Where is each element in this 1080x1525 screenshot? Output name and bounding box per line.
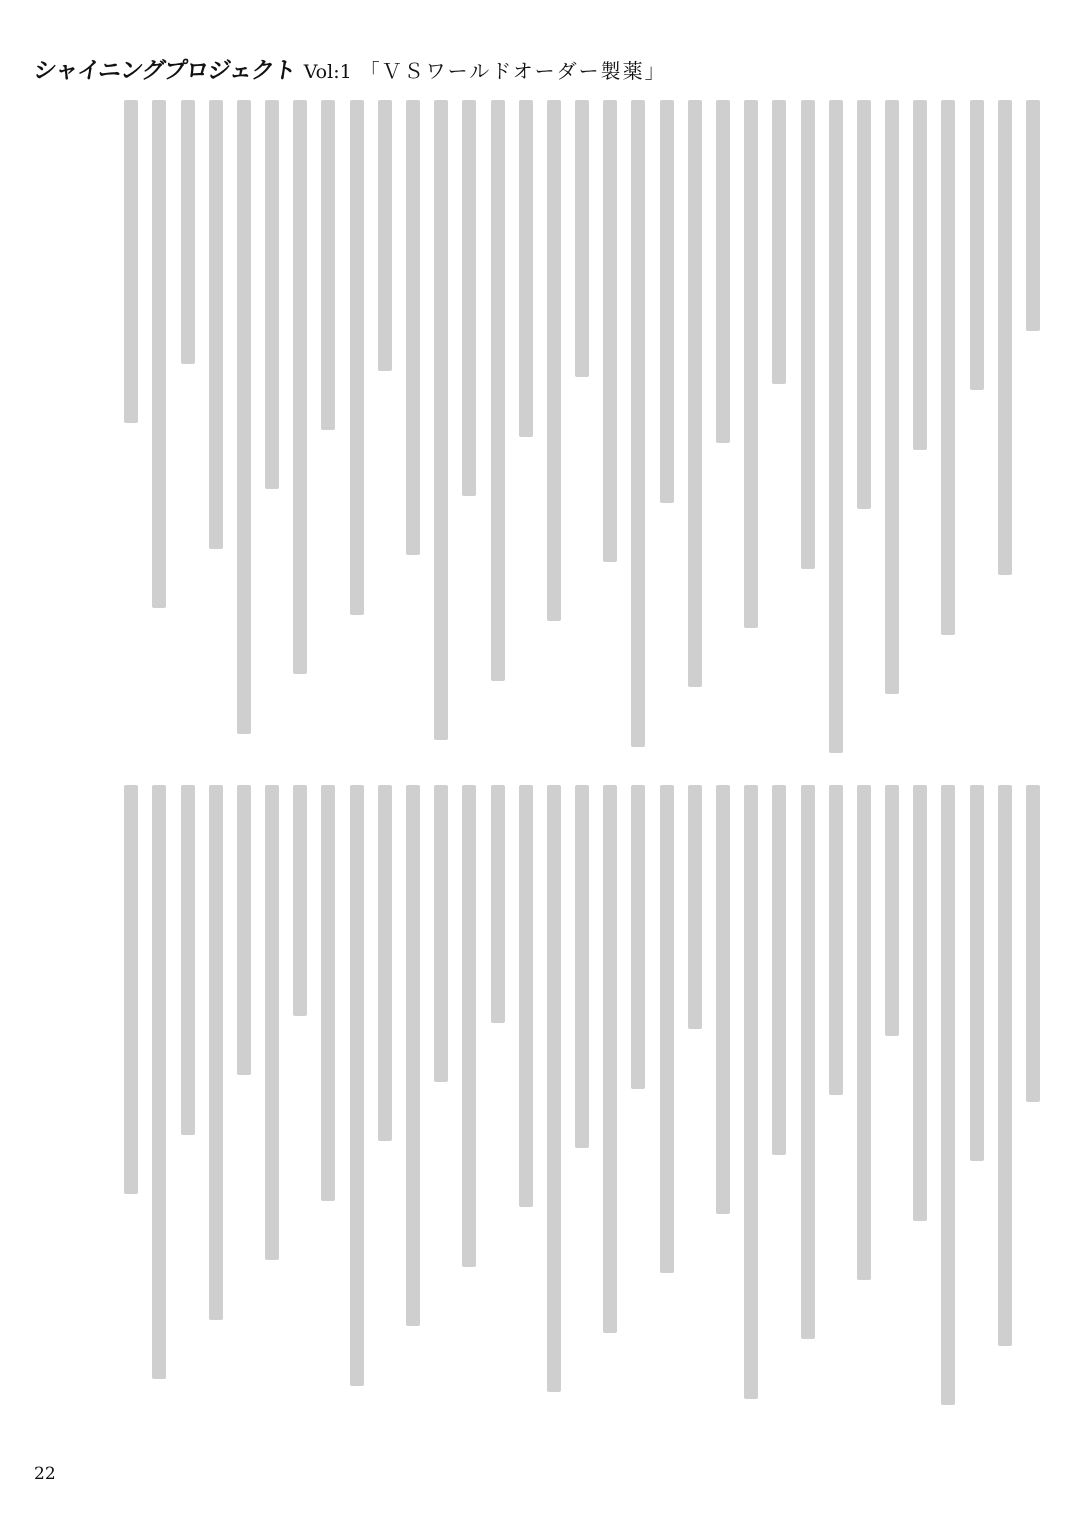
redacted-text-column <box>491 785 505 1023</box>
redacted-text-column <box>913 785 927 1221</box>
redacted-text-column <box>321 100 335 430</box>
redacted-text-column <box>237 785 251 1075</box>
redacted-text-column <box>913 100 927 450</box>
redacted-text-column <box>378 100 392 371</box>
redacted-text-column <box>491 100 505 681</box>
redacted-text-column <box>744 100 758 628</box>
redacted-text-column <box>519 100 533 437</box>
redacted-text-column <box>462 100 476 496</box>
redacted-text-column <box>378 785 392 1141</box>
redacted-text-column <box>660 100 674 503</box>
redacted-text-column <box>970 785 984 1161</box>
volume-label: Vol:1 <box>303 61 352 83</box>
body-text-lower-tier <box>110 785 1040 1445</box>
redacted-text-column <box>772 785 786 1155</box>
redacted-text-column <box>801 785 815 1339</box>
redacted-text-column <box>406 785 420 1326</box>
chapter-subtitle: 「ＶＳワールドオーダー製薬」 <box>359 59 667 83</box>
redacted-text-column <box>1026 785 1040 1102</box>
redacted-text-column <box>237 100 251 734</box>
redacted-text-column <box>181 100 195 364</box>
redacted-text-column <box>801 100 815 569</box>
redacted-text-column <box>519 785 533 1207</box>
redacted-text-column <box>293 100 307 674</box>
redacted-text-column <box>716 100 730 443</box>
redacted-text-column <box>124 785 138 1194</box>
redacted-text-column <box>857 785 871 1280</box>
redacted-text-column <box>941 785 955 1405</box>
redacted-text-column <box>152 100 166 608</box>
redacted-text-column <box>603 100 617 562</box>
redacted-text-column <box>998 100 1012 575</box>
redacted-text-column <box>857 100 871 509</box>
redacted-text-column <box>603 785 617 1333</box>
redacted-text-column <box>998 785 1012 1346</box>
redacted-text-column <box>970 100 984 390</box>
redacted-text-column <box>293 785 307 1016</box>
redacted-text-column <box>885 785 899 1036</box>
redacted-text-column <box>716 785 730 1214</box>
redacted-text-column <box>829 785 843 1095</box>
redacted-text-column <box>547 100 561 621</box>
redacted-text-column <box>631 785 645 1089</box>
redacted-text-column <box>209 785 223 1320</box>
series-title-logo: シャイニングプロジェクト <box>31 58 298 84</box>
redacted-text-column <box>885 100 899 694</box>
redacted-text-column <box>688 100 702 687</box>
redacted-text-column <box>462 785 476 1267</box>
redacted-text-column <box>829 100 843 753</box>
redacted-text-column <box>181 785 195 1135</box>
redacted-text-column <box>575 785 589 1148</box>
redacted-text-column <box>406 100 420 555</box>
redacted-text-column <box>350 785 364 1386</box>
redacted-text-column <box>265 100 279 489</box>
redacted-text-column <box>547 785 561 1392</box>
redacted-text-column <box>434 100 448 740</box>
redacted-text-column <box>575 100 589 377</box>
redacted-text-column <box>152 785 166 1379</box>
redacted-text-column <box>209 100 223 549</box>
redacted-text-column <box>772 100 786 384</box>
redacted-text-column <box>631 100 645 747</box>
page-number: 22 <box>34 1464 56 1484</box>
redacted-text-column <box>941 100 955 635</box>
body-text-upper-tier <box>110 100 1040 760</box>
redacted-text-column <box>321 785 335 1201</box>
redacted-text-column <box>434 785 448 1082</box>
redacted-text-column <box>350 100 364 615</box>
redacted-text-column <box>1026 100 1040 331</box>
running-header <box>31 52 667 85</box>
redacted-text-column <box>744 785 758 1399</box>
redacted-text-column <box>124 100 138 423</box>
redacted-text-column <box>265 785 279 1260</box>
redacted-text-column <box>688 785 702 1029</box>
redacted-text-column <box>660 785 674 1273</box>
